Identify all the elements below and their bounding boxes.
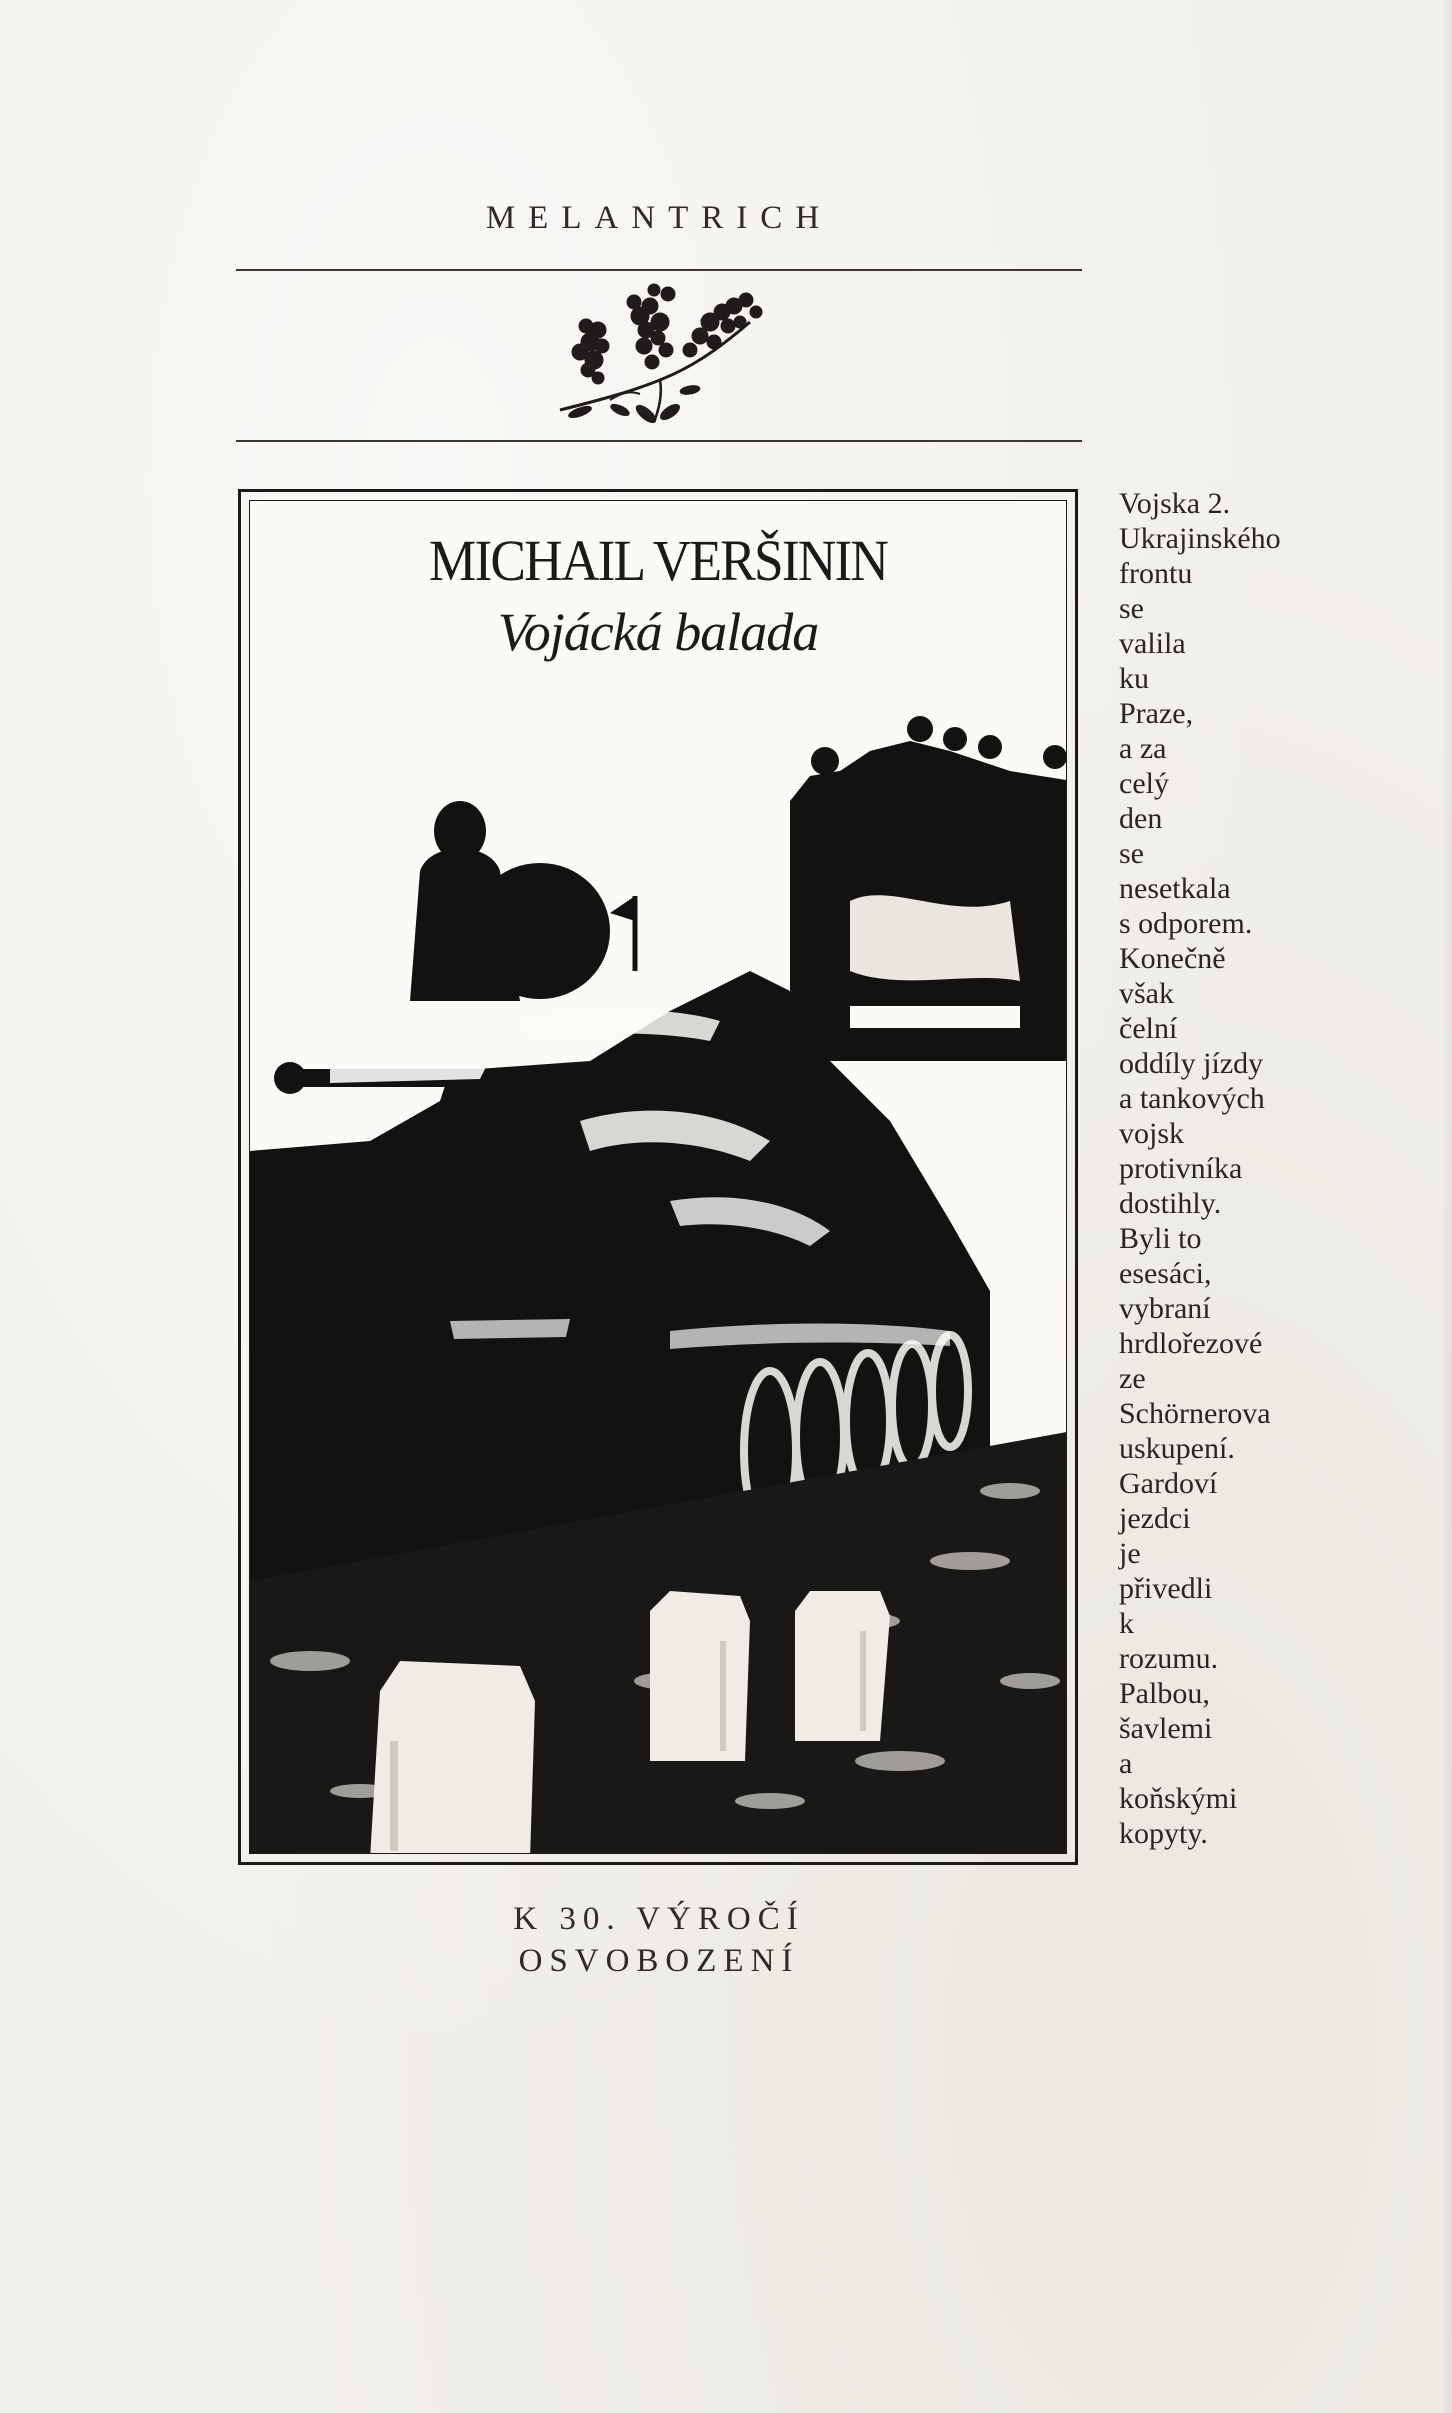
blurb-line: však [1119, 977, 1174, 1010]
blurb-line: s odporem. [1119, 907, 1253, 940]
blurb-line: Konečně [1119, 942, 1226, 975]
anniversary-line-1: K 30. VÝROČÍ [513, 1901, 805, 1937]
lilac-sprig-icon [550, 282, 770, 432]
blurb-line: čelní [1119, 1012, 1178, 1045]
blurb-line: den [1119, 802, 1163, 835]
tank-photo [250, 501, 1067, 1854]
blurb-line: rozumu. [1119, 1642, 1219, 1675]
blurb-line: koňskými [1119, 1782, 1238, 1815]
blurb-line: jezdci [1119, 1502, 1191, 1535]
blurb-line: oddíly jízdy [1119, 1047, 1264, 1080]
blurb-line: ze [1119, 1362, 1146, 1395]
publisher-name: MELANTRICH [485, 200, 833, 236]
blurb-line: vojsk [1119, 1117, 1185, 1150]
anniversary-line-2: OSVOBOZENÍ [518, 1943, 800, 1979]
blurb-line: celý [1119, 767, 1169, 800]
blurb-line: esesáci, [1119, 1257, 1212, 1290]
blurb-line: hrdlořezové [1119, 1327, 1263, 1360]
blurb-text [1119, 486, 1419, 1851]
blurb-line: přivedli [1119, 1572, 1213, 1605]
blurb-line: Vojska 2. [1119, 487, 1231, 520]
blurb-line: Ukrajinského [1119, 522, 1281, 555]
cover-illustration-frame [238, 489, 1078, 1865]
blurb-line: se [1119, 837, 1144, 870]
blurb-line: Byli to [1119, 1222, 1202, 1255]
top-divider [236, 269, 1082, 271]
anniversary-caption [236, 1898, 1082, 1982]
blurb-line: nesetkala [1119, 872, 1231, 905]
book-title: Vojácká balada [497, 602, 819, 662]
blurb-line: ku [1119, 662, 1149, 695]
book-author: MICHAIL VERŠININ [428, 528, 888, 593]
blurb-line: Praze, [1119, 697, 1194, 730]
page-edge-shadow [1442, 0, 1452, 2413]
blurb-line: k [1119, 1607, 1134, 1640]
blurb-line: Schörnerova [1119, 1397, 1271, 1430]
blurb-line: a za [1119, 732, 1167, 765]
blurb-line: se [1119, 592, 1144, 625]
blurb-line: uskupení. [1119, 1432, 1235, 1465]
blurb-line: Gardoví [1119, 1467, 1218, 1500]
blurb-line: Palbou, [1119, 1677, 1210, 1710]
blurb-line: je [1119, 1537, 1141, 1570]
blurb-line: valila [1119, 627, 1186, 660]
blurb-line: frontu [1119, 557, 1193, 590]
blurb-line: šavlemi [1119, 1712, 1213, 1745]
blurb-line: a [1119, 1747, 1133, 1780]
blurb-line: dostihly. [1119, 1187, 1222, 1220]
blurb-line: protivníka [1119, 1152, 1243, 1185]
blurb-line: a tankových [1119, 1082, 1265, 1115]
bottom-divider [236, 440, 1082, 442]
blurb-line: kopyty. [1119, 1817, 1208, 1850]
blurb-line: vybraní [1119, 1292, 1211, 1325]
cover-illustration [249, 500, 1067, 1854]
